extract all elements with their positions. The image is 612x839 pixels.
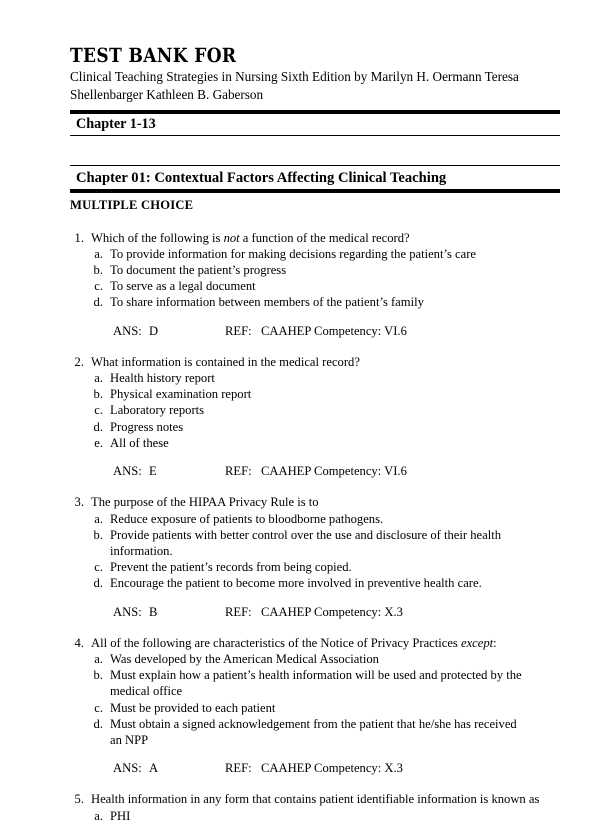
option-letter: a. xyxy=(94,511,103,526)
option-letter: c. xyxy=(94,403,103,418)
option-text: Encourage the patient to become more involved in preventive health care. xyxy=(110,576,482,591)
option-text: Prevent the patient’s records from being copied. xyxy=(110,560,352,575)
test-bank-banner-title: TEST BANK FOR xyxy=(70,44,237,67)
question-stem-row xyxy=(70,791,560,807)
plain-text: : xyxy=(493,635,497,650)
plain-text: Which of the following is xyxy=(91,230,224,245)
emphasis-text: not xyxy=(223,230,240,245)
rule-below-chapter-heading xyxy=(70,189,560,193)
option-letter: b. xyxy=(93,668,103,683)
answer-reference-line xyxy=(70,463,560,479)
option-letter: b. xyxy=(93,527,103,542)
answer-options-list xyxy=(70,651,560,748)
option-text: Progress notes xyxy=(110,419,184,434)
option-letter: a. xyxy=(94,371,103,386)
question-number: 2. xyxy=(74,354,84,369)
option-letter: d. xyxy=(93,576,103,591)
answer-option[interactable] xyxy=(70,246,560,262)
answer-option[interactable] xyxy=(70,716,560,748)
answer-options-list xyxy=(70,511,560,592)
option-letter: d. xyxy=(93,419,103,434)
rule-below-chapter-range xyxy=(70,135,560,136)
answer-label: ANS: xyxy=(113,761,142,776)
section-label-multiple-choice: MULTIPLE CHOICE xyxy=(70,197,194,212)
reference-label: REF: xyxy=(225,323,252,338)
answer-option[interactable] xyxy=(70,435,560,451)
answer-option[interactable] xyxy=(70,527,560,559)
reference-label: REF: xyxy=(225,464,252,479)
question-stem-row xyxy=(70,635,560,651)
answer-option[interactable] xyxy=(70,808,560,824)
option-text: Must obtain a signed acknowledgement from the patient that he/she has received an NPP xyxy=(110,716,517,747)
answer-option[interactable] xyxy=(70,419,560,435)
question-block xyxy=(70,354,560,479)
question-stem-row xyxy=(70,230,560,246)
reference-value: CAAHEP Competency: X.3 xyxy=(261,604,403,619)
chapter-range-section xyxy=(70,110,560,136)
answer-label: ANS: xyxy=(113,604,142,619)
option-text: To share information between members of the patient’s family xyxy=(110,295,424,310)
option-letter: b. xyxy=(93,387,103,402)
answer-option[interactable] xyxy=(70,651,560,667)
question-block xyxy=(70,230,560,339)
answer-option[interactable] xyxy=(70,511,560,527)
answer-option[interactable] xyxy=(70,667,560,699)
option-text: Was developed by the American Medical Association xyxy=(110,651,379,666)
plain-text: Health information in any form that contains patient identifiable information is known as xyxy=(91,792,540,807)
question-number: 3. xyxy=(74,495,84,510)
answer-option[interactable] xyxy=(70,575,560,591)
option-letter: a. xyxy=(94,246,103,261)
answer-value: E xyxy=(149,464,157,479)
question-stem-row xyxy=(70,354,560,370)
answer-options-list xyxy=(70,370,560,451)
option-text: Reduce exposure of patients to bloodborne pathogens. xyxy=(110,511,384,526)
answer-option[interactable] xyxy=(70,402,560,418)
answer-option[interactable] xyxy=(70,294,560,310)
option-letter: d. xyxy=(93,716,103,731)
book-subtitle: Clinical Teaching Strategies in Nursing Sixth Edition by Marilyn H. Oermann Teresa Shellenbarger Kathleen B. Gaberson xyxy=(70,69,519,103)
answer-options-list xyxy=(70,246,560,311)
reference-value: CAAHEP Competency: VI.6 xyxy=(261,464,407,479)
reference-label: REF: xyxy=(225,604,252,619)
option-text: To provide information for making decisions regarding the patient’s care xyxy=(110,246,476,261)
question-stem-text xyxy=(90,494,560,510)
questions-list xyxy=(70,230,560,824)
question-block xyxy=(70,791,560,823)
chapter-range-heading: Chapter 1-13 xyxy=(76,115,156,132)
answer-value: A xyxy=(149,761,159,776)
question-stem-text xyxy=(90,354,560,370)
option-text: To serve as a legal document xyxy=(110,279,256,294)
question-stem-text xyxy=(90,230,560,246)
option-letter: d. xyxy=(93,295,103,310)
question-number: 5. xyxy=(74,792,84,807)
plain-text: What information is contained in the medical record? xyxy=(91,354,360,369)
option-text: All of these xyxy=(110,435,169,450)
plain-text: a function of the medical record? xyxy=(239,230,410,245)
answer-reference-line xyxy=(70,760,560,776)
answer-label: ANS: xyxy=(113,464,142,479)
answer-option[interactable] xyxy=(70,386,560,402)
chapter-heading-section xyxy=(70,165,560,193)
option-text: Laboratory reports xyxy=(110,403,205,418)
reference-value: CAAHEP Competency: X.3 xyxy=(261,761,403,776)
option-text: Must be provided to each patient xyxy=(110,700,276,715)
question-number: 4. xyxy=(74,635,84,650)
answer-option[interactable] xyxy=(70,370,560,386)
answer-reference-line xyxy=(70,604,560,620)
option-letter: a. xyxy=(94,651,103,666)
option-letter: e. xyxy=(94,435,103,450)
answer-reference-line xyxy=(70,323,560,339)
answer-value: D xyxy=(149,323,159,338)
answer-option[interactable] xyxy=(70,278,560,294)
option-letter: a. xyxy=(94,808,103,823)
answer-option[interactable] xyxy=(70,559,560,575)
question-number: 1. xyxy=(74,230,84,245)
option-text: Physical examination report xyxy=(110,387,252,402)
option-text: PHI xyxy=(110,808,131,823)
plain-text: All of the following are characteristics of the Notice of Privacy Practices xyxy=(91,635,461,650)
reference-value: CAAHEP Competency: VI.6 xyxy=(261,323,407,338)
question-stem-text xyxy=(90,791,560,807)
answer-value: B xyxy=(149,604,158,619)
answer-option[interactable] xyxy=(70,700,560,716)
option-letter: c. xyxy=(94,560,103,575)
answer-options-list xyxy=(70,808,560,824)
option-text: Must explain how a patient’s health information will be used and protected by the medical office xyxy=(110,668,522,699)
option-letter: c. xyxy=(94,279,103,294)
option-text: Health history report xyxy=(110,371,215,386)
plain-text: The purpose of the HIPAA Privacy Rule is to xyxy=(91,495,319,510)
option-text: Provide patients with better control over the use and disclosure of their health information. xyxy=(110,527,501,558)
page-content xyxy=(70,46,560,839)
emphasis-text: except xyxy=(460,635,494,650)
option-letter: c. xyxy=(94,700,103,715)
option-text: To document the patient’s progress xyxy=(110,263,287,278)
question-stem-text xyxy=(90,635,560,651)
chapter-title-heading: Chapter 01: Contextual Factors Affecting Clinical Teaching xyxy=(76,169,447,186)
answer-option[interactable] xyxy=(70,262,560,278)
question-block xyxy=(70,494,560,619)
question-block xyxy=(70,635,560,777)
option-letter: b. xyxy=(93,263,103,278)
answer-label: ANS: xyxy=(113,323,142,338)
reference-label: REF: xyxy=(225,761,252,776)
question-stem-row xyxy=(70,494,560,510)
